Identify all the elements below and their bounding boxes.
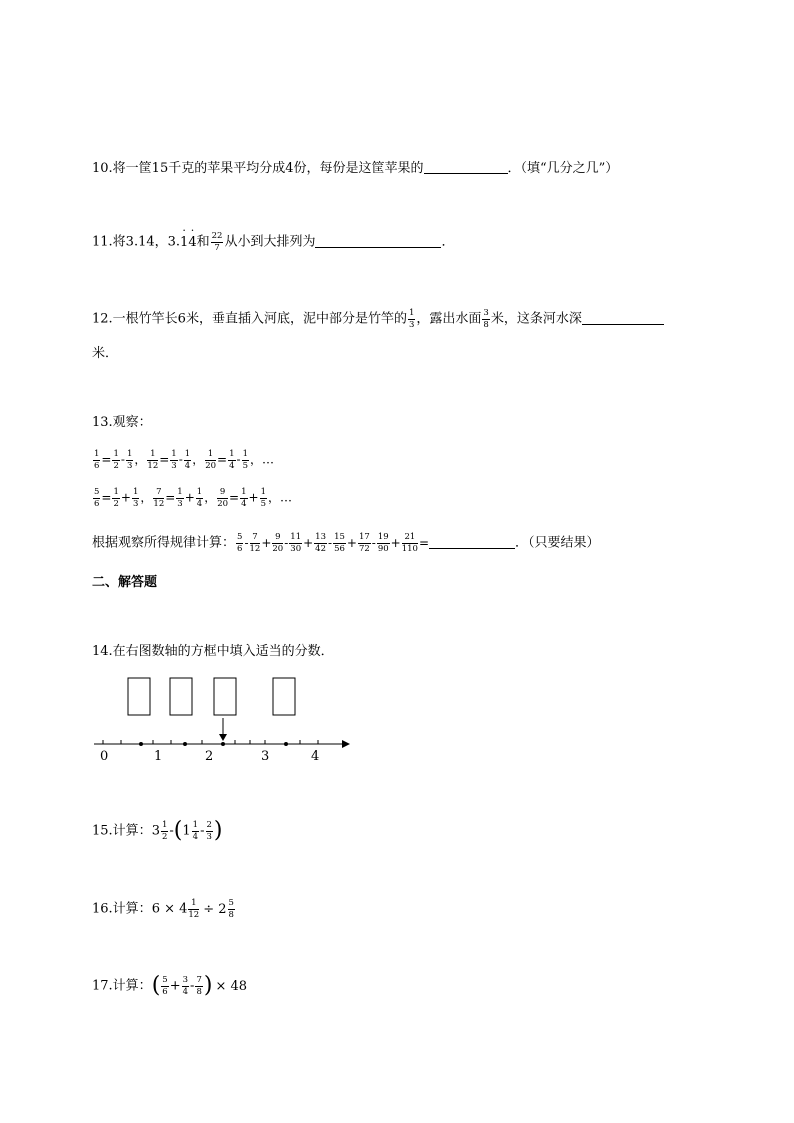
q13-calc-fraction: $\frac{19}{90}$ <box>377 532 389 554</box>
q13-calc-expr <box>235 532 430 554</box>
q15-int-a: 3 <box>151 823 160 839</box>
q13-row2-op: ，… <box>268 490 293 505</box>
q13-calc-op: - <box>328 535 333 550</box>
q13-row2 <box>92 488 292 508</box>
q13-calc-line <box>92 533 600 553</box>
question-12 <box>92 309 664 329</box>
q15-label: 15.计算： <box>92 823 152 839</box>
q13-calc-op: + <box>390 535 401 550</box>
answer-box-4[interactable] <box>273 678 295 715</box>
q13-suffix: ．（只要结果） <box>515 535 600 551</box>
q13-row2-fraction: $\frac{5}{6}$ <box>94 487 100 509</box>
q15-minus-2: - <box>200 823 205 839</box>
axis-arrowhead <box>342 740 350 748</box>
q15-minus: - <box>169 823 174 839</box>
q17-minus: - <box>190 978 195 994</box>
q12-line2: 米． <box>92 346 119 361</box>
q15-lparen: ( <box>173 818 183 843</box>
q13-row1-op: ， <box>192 452 205 467</box>
q13-calc-fraction: $\frac{5}{6}$ <box>237 532 243 554</box>
q15-int-b: 1 <box>182 823 191 839</box>
q11-fraction: $\frac{22}{7}$ <box>211 231 223 253</box>
q13-calc-fraction: $\frac{9}{20}$ <box>272 532 284 554</box>
q13-answer-blank[interactable] <box>429 534 515 549</box>
q13-calc-fraction: $\frac{7}{12}$ <box>249 532 261 554</box>
q13-row2-op: = <box>165 490 176 505</box>
q13-calc-op: + <box>303 535 314 550</box>
q13-row1-fraction: $\frac{1}{3}$ <box>171 449 177 471</box>
q16-div: ÷ 2 <box>203 901 227 917</box>
q13-row1-op: - <box>120 452 125 467</box>
q12-text2: ，露出水面 <box>416 311 482 327</box>
question-11 <box>92 232 454 252</box>
q16-expr1: 6 × 4 <box>151 901 188 917</box>
question-16 <box>92 899 236 919</box>
q12-text3: 米，这条河水深 <box>490 311 582 327</box>
q13-row1-op: - <box>236 452 241 467</box>
q13-row1-op: = <box>217 452 228 467</box>
q11-end: ． <box>441 234 455 250</box>
q11-repeat-digit-2: · 4 <box>188 235 196 250</box>
q13-row2-fraction: $\frac{1}{5}$ <box>260 487 267 509</box>
q13-row1-fraction: $\frac{1}{3}$ <box>126 449 133 471</box>
number-line-figure <box>90 672 360 768</box>
q13-row2-fraction: $\frac{9}{20}$ <box>217 487 229 509</box>
axis-label-4: 4 <box>311 749 320 764</box>
q17-rparen: ) <box>203 973 213 998</box>
q13-calc-op: - <box>284 535 289 550</box>
q13-row2-fraction: $\frac{1}{4}$ <box>196 487 203 509</box>
question-15 <box>92 820 223 842</box>
q13-row2-op: = <box>229 490 240 505</box>
q16-frac-2: $\frac{5}{8}$ <box>228 898 234 920</box>
q13-row1-op: = <box>159 452 170 467</box>
q13-row2-op: + <box>248 490 259 505</box>
q17-frac-1: $\frac{5}{6}$ <box>162 975 168 997</box>
q12-fraction-2: $\frac{3}{8}$ <box>483 308 489 330</box>
q13-calc-op: - <box>371 535 376 550</box>
q13-calc-op: - <box>244 535 249 550</box>
pointer-arrowhead <box>219 734 227 741</box>
q13-calc-op: = <box>418 535 430 550</box>
q10-suffix: ．（填“几分之几”） <box>507 161 619 176</box>
question-10 <box>92 159 618 175</box>
q15-frac-c: $\frac{2}{3}$ <box>206 820 212 842</box>
q13-row1-fraction: $\frac{1}{12}$ <box>147 449 159 471</box>
q13-row2-fraction: $\frac{1}{3}$ <box>177 487 183 509</box>
question-17 <box>92 975 247 997</box>
q13-row2-op: + <box>184 490 195 505</box>
q17-tail: × 48 <box>215 978 248 994</box>
q12-text1: 12.一根竹竿长6米，垂直插入河底，泥中部分是竹竿的 <box>92 311 407 327</box>
q13-calc-fraction: $\frac{17}{72}$ <box>358 532 370 554</box>
q13-row1-fraction: $\frac{1}{2}$ <box>113 449 119 471</box>
axis-label-0: 0 <box>100 749 109 764</box>
q11-prefix: 11.将3.14，3. <box>92 234 181 250</box>
q17-plus: + <box>169 978 181 994</box>
q13-calc-label: 根据观察所得规律计算： <box>92 535 236 551</box>
q13-row1-op: - <box>178 452 183 467</box>
q11-and: 和 <box>196 234 210 250</box>
q10-text: 10.将一筐15千克的苹果平均分成4份，每份是这筐苹果的 <box>92 161 424 176</box>
q13-row2-fraction: $\frac{1}{3}$ <box>132 487 139 509</box>
q13-row2-fraction: $\frac{7}{12}$ <box>153 487 165 509</box>
q13-calc-fraction: $\frac{21}{110}$ <box>401 532 418 554</box>
q16-label: 16.计算： <box>92 901 152 917</box>
q12-fraction-1: $\frac{1}{3}$ <box>408 308 415 330</box>
q13-row1-fraction: $\frac{1}{4}$ <box>184 449 191 471</box>
q15-frac-a: $\frac{1}{2}$ <box>161 820 168 842</box>
q13-row1-op: = <box>101 452 112 467</box>
q11-suffix: 从小到大排列为 <box>224 234 316 250</box>
q12-answer-blank[interactable] <box>582 310 664 325</box>
q15-rparen: ) <box>213 818 223 843</box>
q16-frac-1: $\frac{1}{12}$ <box>188 898 200 920</box>
axis-label-2: 2 <box>205 749 214 764</box>
q13-row2-op: + <box>120 490 131 505</box>
answer-box-2[interactable] <box>170 678 192 715</box>
q13-row2-op: = <box>101 490 112 505</box>
q17-lparen: ( <box>151 973 161 998</box>
q13-calc-fraction: $\frac{13}{42}$ <box>315 532 326 554</box>
axis-label-1: 1 <box>154 749 163 764</box>
axis-label-3: 3 <box>261 749 270 764</box>
answer-box-1[interactable] <box>128 678 150 715</box>
q17-frac-2: $\frac{3}{4}$ <box>182 975 189 997</box>
q17-label: 17.计算： <box>92 978 152 994</box>
q11-answer-blank[interactable] <box>315 233 441 248</box>
q13-row1-op: ， <box>134 452 147 467</box>
q13-row1 <box>92 450 274 470</box>
q11-repeat-digit-1: · 1 <box>180 235 188 250</box>
q15-frac-b: $\frac{1}{4}$ <box>192 820 199 842</box>
q13-row1-op: ，… <box>250 452 275 467</box>
q13-row2-op: ， <box>204 490 217 505</box>
q13-row2-op: ， <box>140 490 153 505</box>
q13-row1-fraction: $\frac{1}{4}$ <box>229 449 235 471</box>
section-2-title: 二、解答题 <box>92 575 158 590</box>
q13-row1-fraction: $\frac{1}{20}$ <box>205 449 217 471</box>
q13-row2-fraction: $\frac{1}{4}$ <box>241 487 247 509</box>
q13-row1-fraction: $\frac{1}{5}$ <box>242 449 249 471</box>
q13-row1-fraction: $\frac{1}{6}$ <box>94 449 100 471</box>
q17-frac-3: $\frac{7}{8}$ <box>196 975 202 997</box>
q13-calc-op: + <box>346 535 357 550</box>
q13-calc-fraction: $\frac{11}{30}$ <box>290 532 302 554</box>
q13-title: 13.观察： <box>92 415 152 430</box>
q13-calc-fraction: $\frac{15}{56}$ <box>334 532 345 554</box>
answer-box-3[interactable] <box>214 678 236 715</box>
q13-calc-op: + <box>261 535 272 550</box>
q10-answer-blank[interactable] <box>424 159 508 174</box>
q13-row2-fraction: $\frac{1}{2}$ <box>113 487 119 509</box>
question-14: 14.在右图数轴的方框中填入适当的分数． <box>92 644 334 659</box>
